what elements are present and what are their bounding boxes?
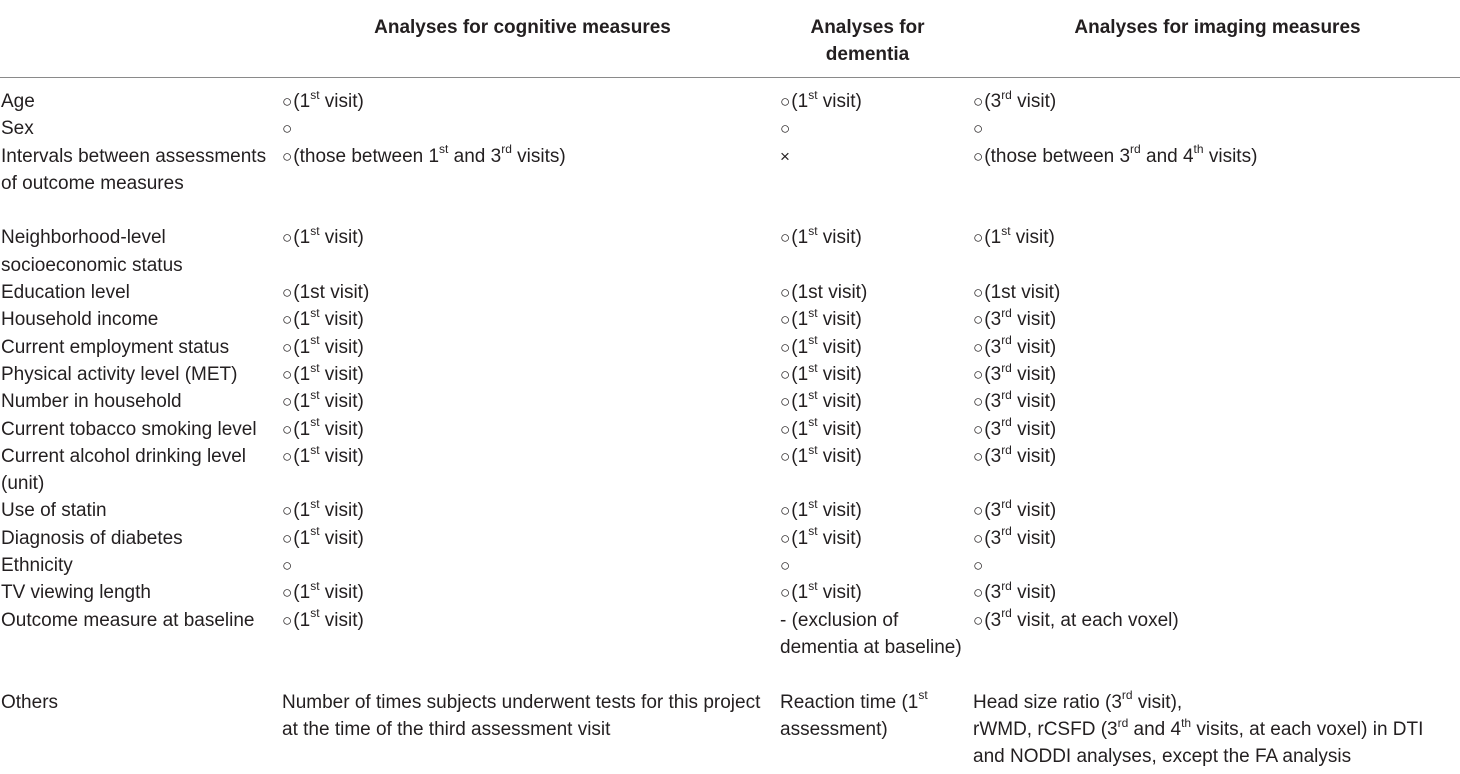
table-cell-c3 (973, 497, 1458, 524)
cell-sup: rd (1001, 579, 1012, 594)
cell-sup: rd (1001, 415, 1012, 430)
cell-text: visit) (1011, 363, 1057, 385)
cell-text: (1 (984, 227, 1002, 249)
cell-text: (1 (293, 309, 311, 331)
cell-mark: ○ (282, 92, 293, 111)
cell-mark: ○ (973, 501, 984, 521)
cell-text: visit) (817, 363, 862, 385)
row-label: Others (1, 691, 59, 713)
cell-mark: ○ (282, 419, 293, 439)
cell-mark: ○ (973, 119, 984, 139)
cell-sup: rd (501, 142, 512, 157)
cell-text: (1 (791, 227, 809, 249)
cell-sup: th (1193, 142, 1204, 157)
cell-text: (3 (984, 418, 1002, 440)
table-cell-c3 (973, 689, 1458, 771)
table-cell-c1 (282, 306, 762, 333)
cell-text: (1 (791, 336, 809, 358)
cell-mark: ○ (282, 392, 293, 412)
cell-mark: ○ (973, 310, 984, 330)
table-cell-c1 (282, 579, 762, 606)
cell-text: visit) (319, 582, 364, 604)
table-cell-c1 (282, 525, 762, 552)
table-cell-c1 (282, 689, 762, 744)
cell-text: (1 (791, 391, 809, 413)
table-cell-c2 (780, 88, 965, 115)
cell-text: visit), (1132, 691, 1183, 713)
cell-sup: st (310, 606, 320, 621)
cell-text: (3 (984, 91, 1002, 112)
cell-text: visit) (817, 527, 862, 549)
cell-text: (1 (791, 91, 809, 112)
cell-sup: st (310, 442, 320, 457)
table-header (0, 0, 1460, 78)
cell-text: (1 (791, 309, 809, 331)
table-row (0, 416, 1460, 443)
table-cell-c3 (973, 224, 1458, 251)
table-cell-c2 (780, 279, 965, 306)
table-cell-c2 (780, 143, 965, 170)
table-row (0, 607, 1460, 689)
cell-mark: ○ (780, 228, 791, 248)
cell-sup: st (310, 333, 320, 348)
cell-mark: ○ (973, 337, 984, 357)
cell-text: (1 (791, 363, 809, 385)
cell-text: (1 (293, 500, 311, 522)
cell-mark: ○ (282, 364, 293, 384)
cell-sup: rd (1121, 688, 1133, 703)
cell-mark: ○ (282, 528, 293, 548)
table-row (0, 552, 1460, 579)
cell-text: (those between 1 (293, 145, 440, 167)
cell-text: visit) (319, 227, 364, 249)
cell-text: visit) (319, 527, 364, 549)
row-label: Current alcohol drinking level (unit) (1, 445, 247, 495)
header-dementia (780, 14, 955, 68)
cell-text: (3 (984, 582, 1002, 604)
cell-text: (1 (293, 363, 311, 385)
table-row (0, 115, 1460, 142)
cell-text: visit) (817, 418, 862, 440)
cell-mark: ○ (780, 501, 791, 521)
cell-text: visit) (1011, 445, 1057, 467)
cell-text: and 3 (448, 145, 502, 167)
table-row (0, 579, 1460, 606)
cell-mark: ○ (780, 310, 791, 330)
cell-sup: st (808, 306, 818, 321)
cell-text: (3 (984, 363, 1002, 385)
cell-text: (1 (791, 527, 809, 549)
cell-text: (1 (293, 418, 311, 440)
table-cell-c1 (282, 334, 762, 361)
table-cell-c1 (282, 552, 762, 579)
cell-sup: st (310, 524, 320, 539)
cell-text: visit) (319, 336, 364, 358)
cell-text: visit) (1010, 227, 1055, 249)
cell-text: visit) (817, 309, 862, 331)
table-row (0, 279, 1460, 306)
cell-mark: ○ (282, 310, 293, 330)
table-cell-c1 (282, 115, 762, 142)
cell-mark: ○ (780, 446, 791, 466)
table-row (0, 388, 1460, 415)
cell-sup: st (310, 579, 320, 594)
cell-text: assessment) (780, 718, 888, 740)
cell-mark: ○ (282, 283, 293, 303)
table-cell-c3 (973, 552, 1458, 579)
cell-mark: ○ (973, 392, 984, 412)
cell-mark: ○ (780, 556, 791, 576)
cell-sup: rd (1001, 87, 1012, 102)
cell-sup: st (808, 524, 818, 539)
cell-mark: ○ (973, 610, 984, 630)
cell-text: visit) (817, 336, 862, 358)
cell-sup: th (1181, 715, 1192, 730)
table-cell-c2 (780, 306, 965, 333)
cell-sup: st (808, 442, 818, 457)
cell-sup: st (310, 415, 320, 430)
table-row (0, 361, 1460, 388)
cell-text: visit) (1011, 91, 1057, 112)
cell-text: visit) (817, 500, 862, 522)
header-rule (0, 77, 1460, 78)
header-dementia-line2: dementia (825, 44, 910, 65)
cell-text: (3 (984, 500, 1002, 522)
cell-sup: st (808, 497, 818, 512)
table-cell-c3 (973, 443, 1458, 470)
cell-mark: ○ (282, 119, 293, 139)
table-cell-c3 (973, 143, 1458, 170)
cell-text: - (exclusion of dementia at baseline) (780, 609, 962, 658)
cell-text: and 4 (1140, 145, 1194, 167)
table-cell-c2 (780, 334, 965, 361)
cell-mark: ○ (973, 528, 984, 548)
cell-text: visit) (319, 500, 364, 522)
table-cell-c1 (282, 361, 762, 388)
cell-mark: ○ (973, 146, 984, 166)
header-cognitive: Analyses for cognitive measures (374, 17, 671, 38)
cell-mark: ○ (973, 583, 984, 603)
cell-sup: st (310, 224, 320, 239)
cell-text: (1 (791, 500, 809, 522)
table-row (0, 443, 1460, 498)
cell-sup: st (439, 142, 449, 157)
cell-text: (1st visit) (791, 282, 868, 304)
cell-sup: rd (1001, 387, 1012, 402)
cell-sup: st (808, 87, 818, 102)
cell-mark: ○ (282, 556, 293, 576)
table-row (0, 497, 1460, 524)
cell-mark: ○ (282, 446, 293, 466)
cell-text: visit) (817, 91, 862, 112)
cell-sup: st (808, 360, 818, 375)
table-cell-c3 (973, 416, 1458, 443)
cell-mark: ○ (780, 364, 791, 384)
cell-sup: st (918, 688, 928, 703)
table-cell-c1 (282, 88, 762, 115)
cell-text: (3 (984, 445, 1002, 467)
cell-mark: ○ (973, 364, 984, 384)
cell-text: (1 (293, 91, 311, 112)
cell-text: visit) (1011, 418, 1057, 440)
row-label: Physical activity level (MET) (1, 363, 238, 385)
cell-sup: st (1001, 224, 1011, 239)
cell-mark: × (780, 146, 790, 166)
cell-sup: rd (1117, 715, 1129, 730)
table-cell-c3 (973, 279, 1458, 306)
cell-text: rWMD, rCSFD (3 (973, 718, 1118, 740)
table-cell-c3 (973, 607, 1458, 634)
table-cell-c2 (780, 361, 965, 388)
cell-text: visit) (817, 582, 862, 604)
cell-mark: ○ (780, 283, 791, 303)
cell-sup: rd (1001, 524, 1012, 539)
row-label: Education level (1, 282, 130, 304)
cell-text: (1 (293, 527, 311, 549)
cell-mark: ○ (973, 228, 984, 248)
table-cell-c2 (780, 388, 965, 415)
cell-mark: ○ (282, 146, 293, 166)
table-cell-c3 (973, 334, 1458, 361)
cell-text: visits) (511, 145, 566, 167)
table-cell-c2 (780, 579, 965, 606)
header-imaging: Analyses for imaging measures (1074, 17, 1361, 38)
row-label: Intervals between assessments of outcome measures (1, 145, 267, 194)
cell-text: Reaction time (1 (780, 691, 919, 713)
cell-text: visits) (1203, 145, 1258, 167)
cell-text: (3 (984, 527, 1002, 549)
cell-sup: rd (1001, 606, 1012, 621)
cell-text: (1 (293, 582, 311, 604)
cell-sup: rd (1130, 142, 1141, 157)
cell-text: (1 (293, 391, 311, 413)
cell-text: visit) (1011, 309, 1057, 331)
cell-sup: st (808, 579, 818, 594)
row-label: Current employment status (1, 336, 230, 358)
table-cell-c1 (282, 497, 762, 524)
table-cell-c3 (973, 115, 1458, 142)
table-cell-c2 (780, 607, 965, 662)
cell-sup: st (808, 387, 818, 402)
cell-text: visit) (319, 309, 364, 331)
row-label: Outcome measure at baseline (1, 609, 255, 631)
cell-text: visits, at each voxel) in DTI and NODDI analyses, except the FA analysis (973, 718, 1424, 768)
cell-text: visit) (1011, 336, 1057, 358)
cell-text: visit, at each voxel) (1011, 609, 1179, 631)
row-label: Number in household (1, 391, 182, 413)
cell-sup: st (310, 87, 320, 102)
row-label: Neighborhood-level socioeconomic status (1, 227, 183, 276)
table-cell-c1 (282, 224, 762, 251)
cell-sup: rd (1001, 442, 1012, 457)
table-cell-c2 (780, 115, 965, 142)
cell-sup: st (310, 387, 320, 402)
cell-text: (1 (293, 445, 311, 467)
cell-sup: st (808, 415, 818, 430)
cell-mark: ○ (282, 337, 293, 357)
table-cell-c2 (780, 497, 965, 524)
cell-text: visit) (817, 391, 862, 413)
cell-text: (those between 3 (984, 145, 1131, 167)
cell-text: (3 (984, 336, 1002, 358)
row-label: Ethnicity (1, 555, 73, 577)
cell-text: visit) (319, 363, 364, 385)
cell-mark: ○ (780, 583, 791, 603)
table-cell-c1 (282, 279, 762, 306)
cell-mark: ○ (282, 501, 293, 521)
table-cell-c2 (780, 224, 965, 251)
cell-text: (1 (293, 227, 311, 249)
table-row (0, 689, 1460, 771)
table-cell-c2 (780, 416, 965, 443)
cell-mark: ○ (973, 446, 984, 466)
table-cell-c1 (282, 607, 762, 634)
cell-mark: ○ (973, 556, 984, 576)
row-label: Use of statin (1, 500, 107, 522)
cell-mark: ○ (780, 119, 791, 139)
cell-text: visit) (319, 91, 364, 112)
table-cell-c3 (973, 306, 1458, 333)
cell-text: (3 (984, 309, 1002, 331)
cell-mark: ○ (780, 392, 791, 412)
table-cell-c1 (282, 143, 762, 170)
cell-text: visit) (319, 418, 364, 440)
cell-text: visit) (1011, 582, 1057, 604)
cell-text: (3 (984, 609, 1002, 631)
table-cell-c3 (973, 361, 1458, 388)
table-row (0, 224, 1460, 279)
cell-sup: st (310, 497, 320, 512)
cell-mark: ○ (780, 419, 791, 439)
table-row (0, 525, 1460, 552)
table-row (0, 88, 1460, 115)
cell-mark: ○ (780, 92, 791, 111)
table-body (0, 88, 1460, 770)
row-label: Current tobacco smoking level (1, 418, 257, 440)
row-label: Household income (1, 309, 159, 331)
table-row (0, 306, 1460, 333)
cell-text: (1st visit) (293, 282, 370, 304)
cell-text: (1 (791, 418, 809, 440)
cell-text: visit) (319, 609, 364, 631)
cell-text: visit) (1011, 527, 1057, 549)
table-row (0, 143, 1460, 225)
cell-text: (1 (293, 609, 311, 631)
cell-mark: ○ (973, 419, 984, 439)
cell-text: (1st visit) (984, 282, 1061, 304)
table-cell-c3 (973, 88, 1458, 115)
row-label: Sex (1, 118, 34, 140)
cell-text: (1 (791, 445, 809, 467)
cell-mark: ○ (780, 337, 791, 357)
row-label: TV viewing length (1, 582, 151, 604)
cell-text: (1 (293, 336, 311, 358)
cell-text: visit) (1011, 391, 1057, 413)
table-cell-c2 (780, 525, 965, 552)
table-cell-c1 (282, 416, 762, 443)
cell-sup: rd (1001, 360, 1012, 375)
cell-sup: st (808, 333, 818, 348)
cell-text: visit) (1011, 500, 1057, 522)
row-label: Age (1, 91, 35, 112)
cell-text: Number of times subjects underwent tests for this project at the time of the third assessment visit (282, 691, 761, 740)
cell-text: visit) (817, 445, 862, 467)
cell-text: visit) (817, 227, 862, 249)
cell-sup: st (808, 224, 818, 239)
cell-text: (3 (984, 391, 1002, 413)
table-cell-c1 (282, 388, 762, 415)
cell-text: (1 (791, 582, 809, 604)
table-cell-c3 (973, 525, 1458, 552)
cell-text: and 4 (1128, 718, 1182, 740)
cell-mark: ○ (973, 283, 984, 303)
cell-text: Head size ratio (3 (973, 691, 1122, 713)
table-cell-c1 (282, 443, 762, 470)
cell-text: visit) (319, 445, 364, 467)
cell-sup: rd (1001, 333, 1012, 348)
cell-sup: st (310, 360, 320, 375)
table-cell-c2 (780, 443, 965, 470)
cell-mark: ○ (282, 228, 293, 248)
table-row (0, 334, 1460, 361)
header-dementia-line1: Analyses for (810, 17, 925, 38)
cell-sup: st (310, 306, 320, 321)
cell-mark: ○ (973, 92, 984, 111)
table-cell-c3 (973, 579, 1458, 606)
cell-text: visit) (319, 391, 364, 413)
table-cell-c3 (973, 388, 1458, 415)
cell-sup: rd (1001, 306, 1012, 321)
table-cell-c2 (780, 689, 965, 744)
cell-mark: ○ (282, 583, 293, 603)
table-cell-c2 (780, 552, 965, 579)
row-label: Diagnosis of diabetes (1, 527, 183, 549)
cell-mark: ○ (780, 528, 791, 548)
cell-sup: rd (1001, 497, 1012, 512)
cell-mark: ○ (282, 610, 293, 630)
